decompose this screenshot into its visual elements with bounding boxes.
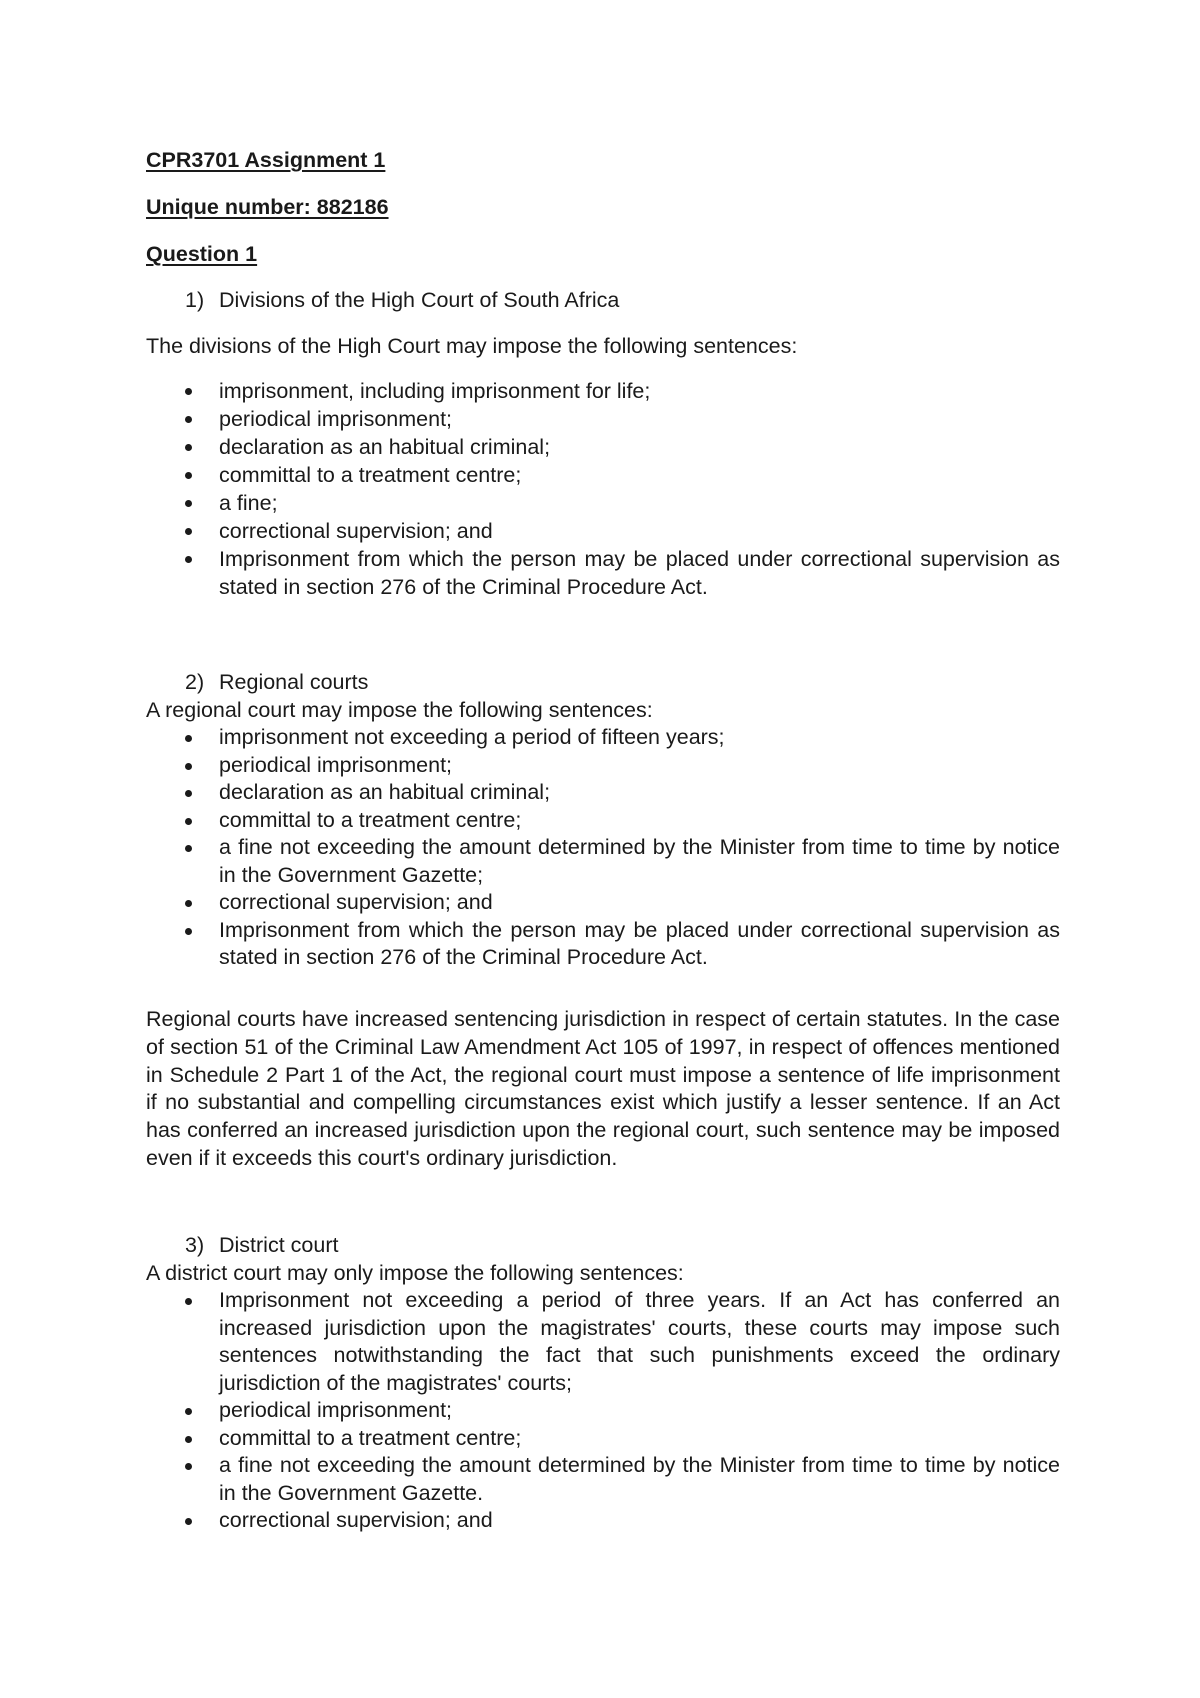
list-item: a fine; bbox=[146, 489, 1060, 517]
section-1-list bbox=[146, 377, 1060, 601]
list-item: declaration as an habitual criminal; bbox=[146, 779, 1060, 807]
list-item: correctional supervision; and bbox=[146, 1507, 1060, 1535]
list-item: a fine not exceeding the amount determined by the Minister from time to time by notice in the Government Gazette. bbox=[146, 1452, 1060, 1507]
section-3-intro: A district court may only impose the following sentences: bbox=[146, 1261, 684, 1285]
list-item: correctional supervision; and bbox=[146, 517, 1060, 545]
list-item: a fine not exceeding the amount determined by the Minister from time to time by notice in the Government Gazette; bbox=[146, 834, 1060, 889]
section-1-heading bbox=[185, 286, 1060, 314]
list-item: periodical imprisonment; bbox=[146, 405, 1060, 433]
list-item: Imprisonment not exceeding a period of three years. If an Act has conferred an increased jurisdiction upon the magistrates' courts, these courts may impose such sentences notwithstanding the fact that such punishments exceed the ordinary jurisdiction of the magistrates' courts; bbox=[146, 1287, 1060, 1397]
section-3-number: 3) bbox=[185, 1233, 205, 1257]
list-item: committal to a treatment centre; bbox=[146, 461, 1060, 489]
section-2-intro: A regional court may impose the following sentences: bbox=[146, 698, 653, 722]
section-3-heading bbox=[185, 1231, 1060, 1259]
document-title: CPR3701 Assignment 1 bbox=[146, 148, 386, 172]
question-heading: Question 1 bbox=[146, 242, 258, 266]
section-2-list bbox=[146, 724, 1060, 972]
section-3-title: District court bbox=[219, 1233, 339, 1257]
list-item: correctional supervision; and bbox=[146, 889, 1060, 917]
section-2-heading bbox=[185, 668, 1060, 696]
section-1-title: Divisions of the High Court of South Africa bbox=[219, 288, 620, 312]
section-2-title: Regional courts bbox=[219, 670, 369, 694]
list-item: imprisonment, including imprisonment for life; bbox=[146, 377, 1060, 405]
section-1-number: 1) bbox=[185, 288, 205, 312]
list-item: committal to a treatment centre; bbox=[146, 807, 1060, 835]
list-item: periodical imprisonment; bbox=[146, 1397, 1060, 1425]
section-2-paragraph: Regional courts have increased sentencing jurisdiction in respect of certain statutes. In the case of section 51 of the Criminal Law Amendment Act 105 of 1997, in respect of offences mentioned in Schedule 2 Part 1 of the Act, the regional court must impose a sentence of life imprisonment if no substantial and compelling circumstances exist which justify a lesser sentence. If an Act has conferred an increased jurisdiction upon the regional court, such sentence may be imposed even if it exceeds this court's ordinary jurisdiction. bbox=[146, 1007, 1060, 1170]
list-item: periodical imprisonment; bbox=[146, 752, 1060, 780]
section-2-number: 2) bbox=[185, 670, 205, 694]
list-item: Imprisonment from which the person may be placed under correctional supervision as stated in section 276 of the Criminal Procedure Act. bbox=[146, 917, 1060, 972]
section-3-list bbox=[146, 1287, 1060, 1535]
unique-number: Unique number: 882186 bbox=[146, 195, 389, 219]
list-item: declaration as an habitual criminal; bbox=[146, 433, 1060, 461]
list-item: Imprisonment from which the person may be placed under correctional supervision as stated in section 276 of the Criminal Procedure Act. bbox=[146, 545, 1060, 601]
list-item: imprisonment not exceeding a period of fifteen years; bbox=[146, 724, 1060, 752]
list-item: committal to a treatment centre; bbox=[146, 1425, 1060, 1453]
section-1-intro: The divisions of the High Court may impose the following sentences: bbox=[146, 334, 798, 358]
